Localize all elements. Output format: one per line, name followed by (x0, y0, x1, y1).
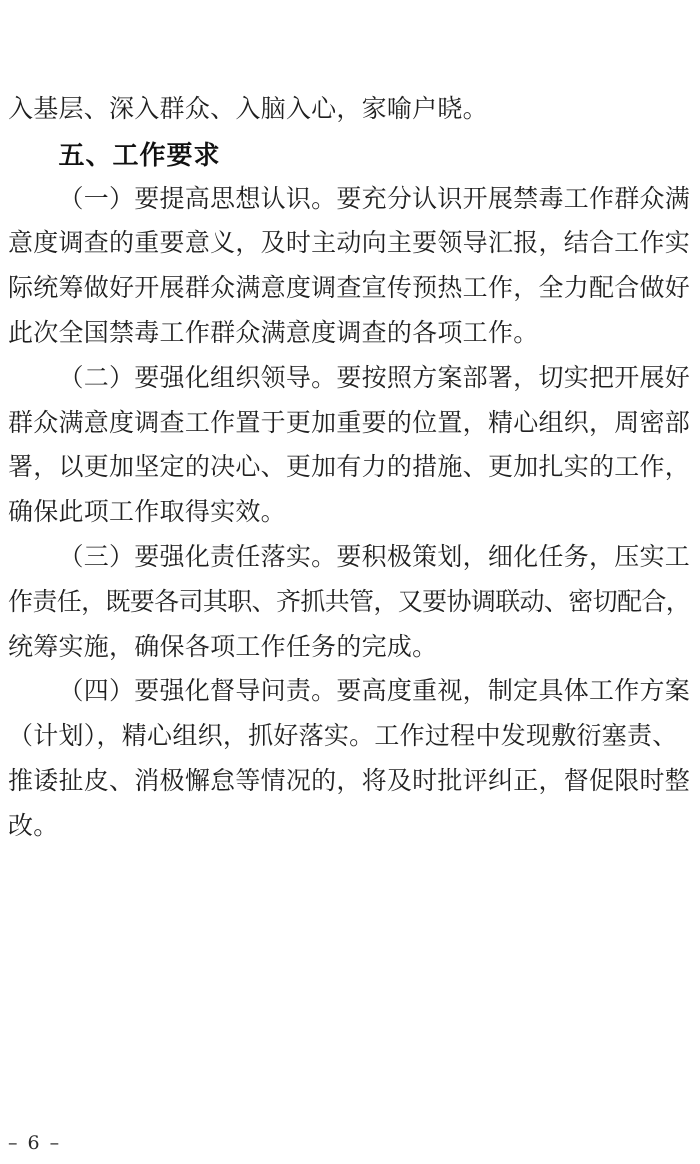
paragraph-4-line-4: 改。 (8, 812, 59, 840)
paragraph-1-line-2: 意度调查的重要意义，及时主动向主要领导汇报，结合工作实 (8, 230, 691, 258)
paragraph-2-line-2: 群众满意度调查工作置于更加重要的位置，精心组织，周密部 (8, 409, 691, 437)
paragraph-1-line-4: 此次全国禁毒工作群众满意度调查的各项工作。 (8, 319, 539, 347)
paragraph-4-line-1: （四）要强化督导问责。要高度重视，制定具体工作方案 (58, 678, 691, 706)
paragraph-3-line-1: （三）要强化责任落实。要积极策划，细化任务，压实工 (58, 543, 691, 571)
paragraph-2-line-1: （二）要强化组织领导。要按照方案部署，切实把开展好 (58, 364, 691, 392)
paragraph-3-line-3: 统筹实施，确保各项工作任务的完成。 (8, 633, 438, 661)
paragraph-4-line-3: 推诿扯皮、消极懈怠等情况的，将及时批评纠正，督促限时整 (8, 767, 691, 795)
page-number: – 6 – (8, 1132, 62, 1154)
paragraph-2-line-3: 署，以更加坚定的决心、更加有力的措施、更加扎实的工作， (8, 454, 691, 482)
paragraph-2-line-4: 确保此项工作取得实效。 (8, 499, 286, 527)
section-heading: 五、工作要求 (58, 139, 221, 170)
body-line-continuation: 入基层、深入群众、入脑入心，家喻户晓。 (8, 96, 488, 123)
paragraph-1-line-3: 际统筹做好开展群众满意度调查宣传预热工作，全力配合做好 (8, 275, 691, 303)
paragraph-3-line-2: 作责任，既要各司其职、齐抓共管，又要协调联动、密切配合， (8, 588, 691, 616)
paragraph-4-line-2: （计划），精心组织，抓好落实。工作过程中发现敷衍塞责、 (8, 723, 678, 751)
paragraph-1-line-1: （一）要提高思想认识。要充分认识开展禁毒工作群众满 (58, 185, 691, 213)
